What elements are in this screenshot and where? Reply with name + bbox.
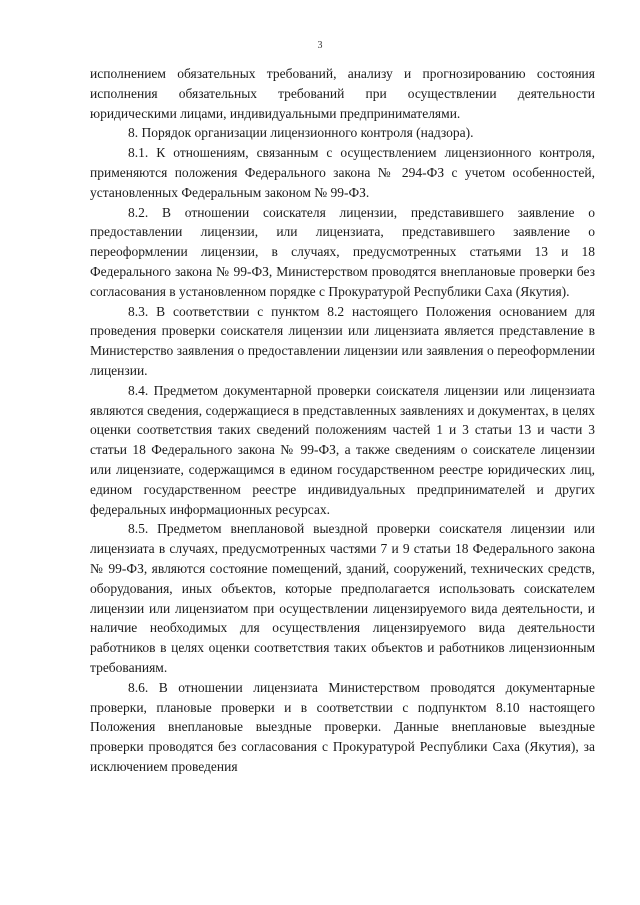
page-number: 3 xyxy=(317,40,323,51)
document-body xyxy=(90,64,595,777)
paragraph-8-4: 8.4. Предметом документарной проверки соискателя лицензии или лицензиата являются сведения, содержащиеся в представленных заявлениях и документах, в целях оценки соответствия таких сведений положениям частей 1 и 3 статьи 13 и части 3 статьи 18 Федерального закона № 99-ФЗ, а также сведениям о соискателе лицензии или лицензиате, содержащимся в едином государственном реестре юридических лиц, едином государственном реестре индивидуальных предпринимателей и других федеральных информационных ресурсах. xyxy=(90,382,595,517)
paragraph-8-6: 8.6. В отношении лицензиата Министерством проводятся документарные проверки, плановые проверки и в соответствии с подпунктом 8.10 настоящего Положения внеплановые выездные проверки. Данные внеплановые выездные проверки проводятся без согласования с Прокуратурой Республики Саха (Якутия), за исключением проведения xyxy=(90,679,595,774)
paragraph-continuation: исполнением обязательных требований, анализу и прогнозированию состояния исполнения обязательных требований при осуществлении деятельности юридическими лицами, индивидуальными предпринимателями. xyxy=(90,66,595,121)
paragraph-8-5: 8.5. Предметом внеплановой выездной проверки соискателя лицензии или лицензиата в случаях, предусмотренных частями 7 и 9 статьи 18 Федерального закона № 99-ФЗ, являются состояние помещений, зданий, сооружений, технических средств, оборудования, иных объектов, которые предполагается использовать соискателем лицензии или лицензиатом при осуществлении лицензируемого вида деятельности, и наличие необходимых для осуществления лицензируемого вида деятельности работников в целях оценки соответствия таких объектов и работников лицензионным требованиям. xyxy=(90,521,595,675)
paragraph-section-8-heading: 8. Порядок организации лицензионного контроля (надзора). xyxy=(128,125,474,141)
paragraph-8-1: 8.1. К отношениям, связанным с осуществлением лицензионного контроля, применяются положения Федерального закона № 294-ФЗ с учетом особенностей, установленных Федеральным законом № 99-ФЗ. xyxy=(90,145,595,200)
paragraph-8-3: 8.3. В соответствии с пунктом 8.2 настоящего Положения основанием для проведения проверки соискателя лицензии или лицензиата является представление в Министерство заявления о предоставлении лицензии или заявления о переоформлении лицензии. xyxy=(90,303,595,378)
paragraph-8-2: 8.2. В отношении соискателя лицензии, представившего заявление о предоставлении лицензии, или лицензиата, представившего заявление о переоформлении лицензии, в случаях, предусмотренных статьями 13 и 18 Федерального закона № 99-ФЗ, Министерством проводятся внеплановые проверки без согласования в установленном порядке с Прокуратурой Республики Саха (Якутия). xyxy=(90,204,595,299)
